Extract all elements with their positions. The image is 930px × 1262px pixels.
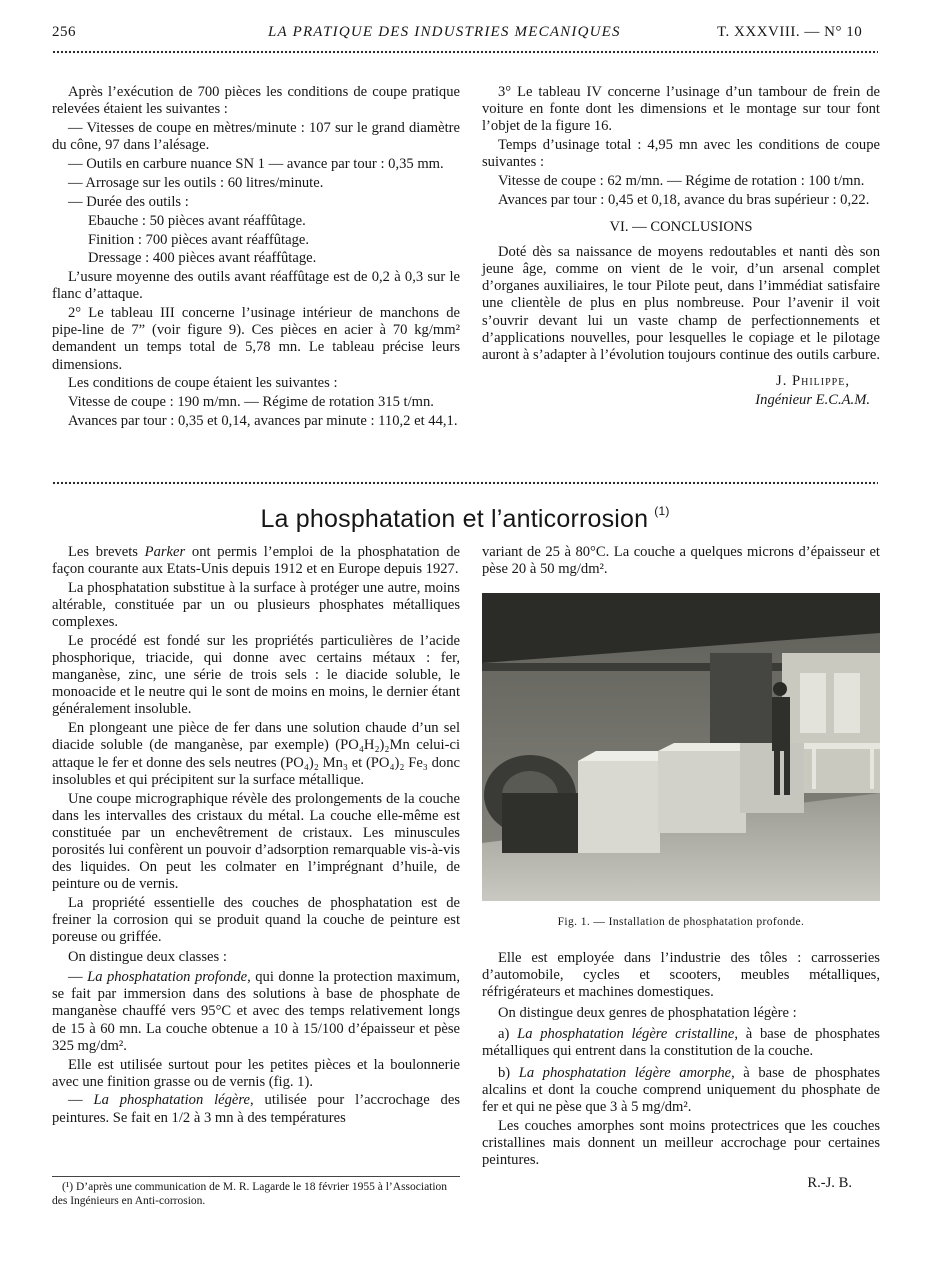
paragraph: La propriété essentielle des couches de phosphatation est de freiner la corrosion qui se produit quand la couche de peinture est poreuse ou griffée.	[52, 894, 460, 946]
footnote-rule	[52, 1176, 460, 1177]
article-right-column-bottom	[482, 950, 880, 1194]
paragraph: — Vitesses de coupe en mètres/minute : 107 sur le grand diamètre du cône, 97 dans l’alésage.	[52, 119, 460, 154]
tool-life-line: Finition : 700 pièces avant réaffûtage.	[88, 231, 310, 248]
paragraph: Elle est utilisée surtout pour les petites pièces et la boulonnerie avec une finition grasse ou de vernis (fig. 1).	[52, 1056, 460, 1090]
paragraph: — La phosphatation profonde, qui donne la protection maximum, se fait par immersion dans des solutions à base de phosphate de manganèse chauffé vers 95°C et avec des temps relativement longs de 15 à 60 mn. La couche obtenue a 10 à 15/100 d’épaisseur et pèse 325 mg/dm².	[52, 969, 460, 1054]
paragraph: Une coupe micrographique révèle des prolongements de la couche dans les intervalles des cristaux du métal. La couche elle-même est constituée par un enchevêtrement de cristaux. Les minuscules porosités lui confèrent un pouvoir d’adsorption remarquable vis-à-vis des liquides. On peut les colmater en l’imprégnant d’huile, de peinture ou de vernis.	[52, 790, 460, 892]
paragraph: Le procédé est fondé sur les propriétés particulières de l’acide phosphorique, triacide, qui donne avec certains métaux : fer, manganèse, zinc, une série de trois sels : le diacide soluble, le monoacide et le neutre qui le sont de moins en moins, le dernier étant généralement insoluble.	[52, 633, 460, 718]
emphasis: La phosphatation légère amorphe	[518, 1064, 732, 1081]
paragraph: L’usure moyenne des outils avant réaffûtage est de 0,2 à 0,3 sur le flanc d’attaque.	[52, 269, 460, 303]
article-title	[0, 504, 930, 534]
author-name: J. Philippe,	[776, 372, 850, 389]
phosphatation-installation-image	[482, 593, 880, 901]
section-heading: VI. — CONCLUSIONS	[609, 219, 753, 236]
paragraph: 3° Le tableau IV concerne l’usinage d’un tambour de frein de voiture en fonte dont les dimensions et le montage sur tour font l’objet de la figure 16.	[482, 84, 880, 135]
top-article-left-column	[52, 84, 460, 432]
paragraph: En plongeant une pièce de fer dans une solution chaude d’un sel diacide soluble (de manganèse, par exemple) (PO₄H₂)₂Mn celui-ci attaque le fer et donne des sels neutres (PO₄)₂ Mn₃ et (PO₄)₂ Fe₃ donc insolubles et qui précipitent sur la surface métallique.	[52, 720, 460, 788]
author-title: Ingénieur E.C.A.M.	[755, 391, 870, 408]
paragraph: a) La phosphatation légère cristalline, à base de phosphates métalliques qui entrent dans la constitution de la couche.	[482, 1026, 880, 1060]
paragraph: Doté dès sa naissance de moyens redoutables et nanti dès son jeune âge, comme on vient de le voir, d’un arsenal complet d’organes auxiliaires, le tour Pilote peut, dans l’immédiat satisfaire une clientèle de plus en plus nombreuse. Pour l’avenir il voit s’ouvrir devant lui un vaste champ de perfectionnements et d’applications nouvelles, pour lesquelles le copiage et le pilotage auront à s’adapter à l’évolution toujours continue des outils carbure.	[482, 244, 880, 363]
emphasis: La phosphatation légère	[93, 1092, 251, 1109]
emphasis: Parker	[144, 544, 186, 560]
paragraph: La phosphatation substitue à la surface à protéger une autre, moins altérable, constituée par un ou plusieurs phosphates métalliques complexes.	[52, 579, 460, 631]
article-left-column	[52, 544, 460, 1128]
title-note-marker: (1)	[654, 504, 670, 518]
emphasis: La phosphatation profonde	[87, 969, 248, 986]
paragraph: Après l’exécution de 700 pièces les conditions de coupe pratique relevées étaient les suivantes :	[52, 84, 460, 118]
paragraph: Elle est employée dans l’industrie des tôles : carrosseries d’automobile, cycles et scooters, meubles métalliques, réfrigérateurs et machines domestiques.	[482, 950, 880, 1001]
paragraph: Vitesse de coupe : 62 m/mn. — Régime de rotation : 100 t/mn.	[498, 173, 865, 190]
tool-life-line: Ebauche : 50 pièces avant réaffûtage.	[88, 212, 306, 229]
figure-caption: Fig. 1. — Installation de phosphatation profonde.	[557, 916, 805, 928]
page-number: 256	[52, 24, 76, 40]
paragraph: — Durée des outils :	[68, 193, 189, 210]
paragraph: — Outils en carbure nuance SN 1 — avance par tour : 0,35 mm.	[68, 155, 444, 172]
paragraph: Avances par tour : 0,35 et 0,14, avances par minute : 110,2 et 44,1.	[68, 413, 458, 430]
issue-number: T. XXXVIII. — N° 10	[717, 24, 863, 40]
paragraph: Temps d’usinage total : 4,95 mn avec les conditions de coupe suivantes :	[482, 137, 880, 171]
paragraph: Les couches amorphes sont moins protectrices que les couches cristallines mais donnent un meilleur accrochage pour certaines peintures.	[482, 1117, 880, 1168]
article-signature: R.-J. B.	[807, 1174, 852, 1191]
journal-title: LA PRATIQUE DES INDUSTRIES MECANIQUES	[268, 24, 621, 40]
figure-1-photo	[482, 593, 880, 901]
emphasis: La phosphatation légère cristalline	[517, 1026, 735, 1043]
article-title-text: La phosphatation et l’anticorrosion	[260, 505, 649, 533]
paragraph: b) La phosphatation légère amorphe, à base de phosphates alcalins et dont la couche comprend uniquement du phosphate de fer et qui ne pèse que 3 à 5 mg/dm².	[482, 1064, 880, 1115]
paragraph: On distingue deux classes :	[68, 949, 227, 966]
tool-life-line: Dressage : 400 pièces avant réaffûtage.	[88, 250, 317, 267]
footnote: (¹) D’après une communication de M. R. Lagarde le 18 février 1955 à l’Association des Ingénieurs en Anti-corrosion.	[52, 1181, 448, 1207]
article-right-column-top	[482, 544, 880, 580]
section-dotted-rule	[52, 481, 878, 485]
paragraph: On distingue deux genres de phosphatation légère :	[498, 1005, 797, 1022]
paragraph: 2° Le tableau III concerne l’usinage intérieur de manchons de pipe-line de 7” (voir figure 9). Ces pièces en acier à 70 kg/mm² demandent un temps total de 5,78 mn. Le tableau précise leurs dimensions.	[52, 305, 460, 373]
paragraph: — La phosphatation légère, utilisée pour l’accrochage des peintures. Se fait en 1/2 à 3 mn à des températures	[52, 1092, 460, 1126]
paragraph: Les conditions de coupe étaient les suivantes :	[68, 375, 338, 392]
paragraph: Les brevets Parker ont permis l’emploi de la phosphatation de façon courante aux Etats-Unis depuis 1912 et en Europe depuis 1927.	[52, 544, 460, 578]
header-dotted-rule	[52, 50, 878, 54]
paragraph: Avances par tour : 0,45 et 0,18, avance du bras supérieur : 0,22.	[498, 191, 870, 208]
paragraph: variant de 25 à 80°C. La couche a quelques microns d’épaisseur et pèse 20 à 50 mg/dm².	[482, 544, 880, 578]
paragraph: — Arrosage sur les outils : 60 litres/minute.	[68, 174, 324, 191]
paragraph: Vitesse de coupe : 190 m/mn. — Régime de rotation 315 t/mn.	[68, 394, 434, 411]
top-article-right-column	[482, 84, 880, 411]
